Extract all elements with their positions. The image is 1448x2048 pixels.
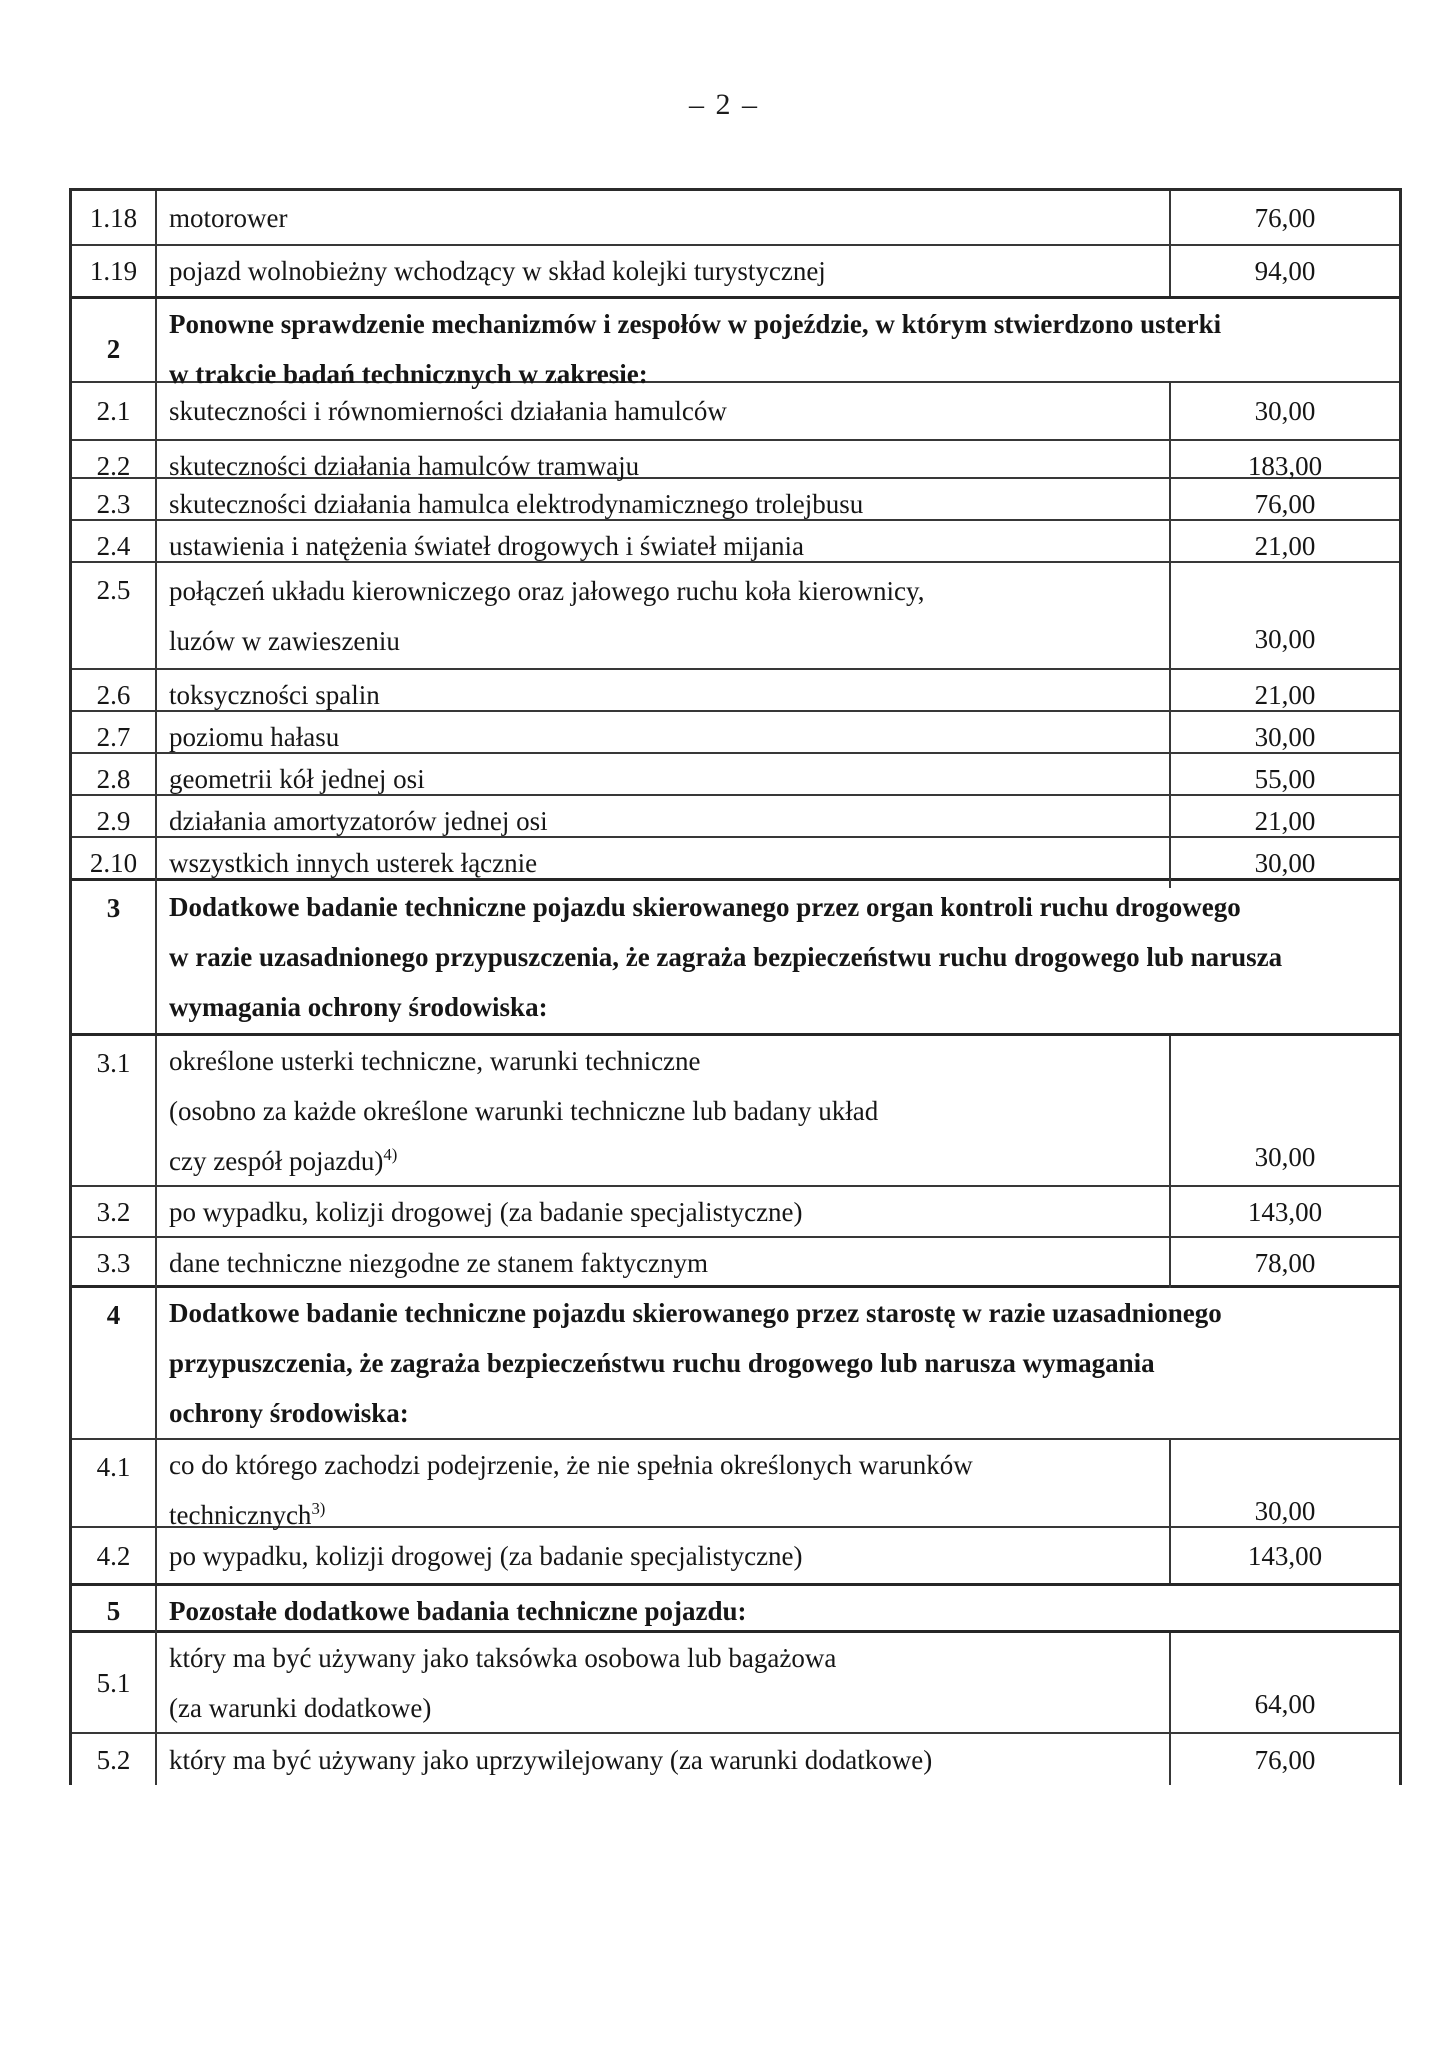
row-number: 5.1	[72, 1633, 157, 1733]
table-row	[72, 191, 1399, 244]
row-number: 2.8	[72, 754, 157, 804]
row-description	[157, 563, 1171, 668]
row-price: 21,00	[1254, 680, 1316, 710]
row-price: 76,00	[1254, 1744, 1316, 1775]
row-description	[157, 1586, 1399, 1636]
description-line: technicznych$^{3)}$	[169, 1499, 326, 1530]
row-description	[157, 1288, 1399, 1438]
row-price: 183,00	[1247, 451, 1323, 481]
table-row	[72, 1438, 1399, 1530]
footnote-marker: 4)	[383, 1145, 398, 1164]
description-line: poziomu hałasu	[169, 722, 340, 752]
row-description	[157, 246, 1171, 296]
row-price: 21,00	[1254, 806, 1316, 836]
fee-table	[69, 188, 1402, 1785]
row-description	[157, 881, 1399, 1033]
row-price: 143,00	[1247, 1197, 1323, 1227]
row-number: 5	[72, 1586, 157, 1636]
description-line: pojazd wolnobieżny wchodzący w skład kolejki turystycznej	[169, 256, 826, 286]
row-number: 4.2	[72, 1528, 157, 1583]
description-line: (osobno za każde określone warunki techniczne lub badany układ	[169, 1096, 879, 1126]
row-number: 4	[72, 1288, 157, 1438]
description-line: Dodatkowe badanie techniczne pojazdu skierowanego przez starostę w razie uzasadnionego	[169, 1298, 1222, 1328]
row-number: 2.1	[72, 383, 157, 439]
row-number: 5.2	[72, 1734, 157, 1785]
description-line: motorower	[169, 202, 288, 233]
row-number: 1.18	[72, 191, 157, 244]
table-row	[72, 752, 1399, 794]
row-description	[157, 1734, 1171, 1785]
row-price: 30,00	[1254, 396, 1316, 426]
description-line: który ma być używany jako uprzywilejowany (za warunki dodatkowe)	[169, 1744, 933, 1775]
description-line: połączeń układu kierowniczego oraz jałowego ruchu koła kierownicy,	[169, 575, 925, 606]
row-number: 2.3	[72, 479, 157, 529]
section-header-row	[72, 1583, 1399, 1630]
description-line: działania amortyzatorów jednej osi	[169, 806, 548, 836]
description-line: skuteczności działania hamulca elektrodynamicznego trolejbusu	[169, 489, 864, 519]
description-line: co do którego zachodzi podejrzenie, że nie spełnia określonych warunków	[169, 1450, 973, 1480]
row-price: 30,00	[1254, 848, 1316, 878]
description-line: przypuszczenia, że zagraża bezpieczeństwu ruchu drogowego lub narusza wymagania	[169, 1348, 1155, 1378]
row-number: 2	[72, 299, 157, 399]
description-line: wszystkich innych usterek łącznie	[169, 848, 538, 878]
description-line: czy zespół pojazdu)$^{4)}$	[169, 1145, 398, 1176]
row-price: 30,00	[1254, 722, 1316, 752]
row-price: 76,00	[1254, 202, 1316, 233]
row-number: 1.19	[72, 246, 157, 296]
row-number: 2.6	[72, 670, 157, 720]
description-line: Pozostałe dodatkowe badania techniczne pojazdu:	[169, 1596, 747, 1626]
description-line: po wypadku, kolizji drogowej (za badanie specjalistyczne)	[169, 1540, 803, 1571]
description-line: w razie uzasadnionego przypuszczenia, że zagraża bezpieczeństwu ruchu drogowego lub narusza	[169, 942, 1283, 972]
row-description	[157, 1036, 1171, 1186]
table-row	[72, 381, 1399, 439]
row-number: 2.5	[72, 563, 157, 668]
description-line: luzów w zawieszeniu	[169, 625, 400, 656]
row-number: 3.1	[72, 1036, 157, 1186]
table-row	[72, 836, 1399, 878]
description-line: geometrii kół jednej osi	[169, 764, 425, 794]
row-description	[157, 383, 1171, 439]
row-description	[157, 1238, 1171, 1288]
description-line: Ponowne sprawdzenie mechanizmów i zespołów w pojeździe, w którym stwierdzono usterki	[169, 309, 1222, 339]
row-description	[157, 1187, 1171, 1237]
table-row	[72, 668, 1399, 710]
table-row	[72, 1630, 1399, 1732]
row-price: 143,00	[1247, 1540, 1323, 1571]
row-price: 64,00	[1254, 1689, 1316, 1719]
description-line: Dodatkowe badanie techniczne pojazdu skierowanego przez organ kontroli ruchu drogowego	[169, 892, 1241, 922]
row-number: 2.9	[72, 796, 157, 846]
description-line: po wypadku, kolizji drogowej (za badanie specjalistyczne)	[169, 1197, 803, 1227]
table-row	[72, 1185, 1399, 1236]
description-line: określone usterki techniczne, warunki techniczne	[169, 1046, 701, 1076]
description-line: skuteczności i równomierności działania hamulców	[169, 396, 727, 426]
row-description	[157, 1528, 1171, 1583]
row-price: 78,00	[1254, 1248, 1316, 1278]
description-line: toksyczności spalin	[169, 680, 380, 710]
description-line: który ma być używany jako taksówka osobowa lub bagażowa	[169, 1643, 837, 1673]
row-price: 21,00	[1254, 531, 1316, 561]
table-row	[72, 477, 1399, 519]
row-description	[157, 1633, 1171, 1733]
table-row	[72, 1236, 1399, 1285]
section-header-row	[72, 1285, 1399, 1438]
description-line: skuteczności działania hamulców tramwaju	[169, 451, 640, 481]
footnote-marker: 3)	[311, 1499, 326, 1518]
table-row	[72, 1526, 1399, 1583]
description-line: ustawienia i natężenia świateł drogowych i świateł mijania	[169, 531, 805, 561]
table-row	[72, 710, 1399, 752]
table-row	[72, 439, 1399, 481]
row-number: 3.2	[72, 1187, 157, 1237]
row-number: 3.3	[72, 1238, 157, 1288]
table-row	[72, 794, 1399, 836]
row-price: 94,00	[1254, 256, 1316, 286]
row-number: 2.7	[72, 712, 157, 762]
description-line: w trakcie badań technicznych w zakresie:	[169, 359, 648, 389]
table-row	[72, 244, 1399, 296]
section-header-row	[72, 296, 1399, 389]
section-header-row	[72, 878, 1399, 1033]
row-description	[157, 191, 1171, 244]
table-row	[72, 519, 1399, 561]
row-price: 76,00	[1254, 489, 1316, 519]
page-number: – 2 –	[689, 88, 759, 121]
description-line: wymagania ochrony środowiska:	[169, 992, 548, 1022]
row-price: 30,00	[1254, 624, 1316, 654]
description-line: (za warunki dodatkowe)	[169, 1693, 432, 1723]
row-price: 55,00	[1254, 764, 1316, 794]
table-row	[72, 1033, 1399, 1185]
row-number: 4.1	[72, 1440, 157, 1540]
row-number: 2.10	[72, 838, 157, 888]
table-row	[72, 1732, 1399, 1785]
description-line: dane techniczne niezgodne ze stanem faktycznym	[169, 1248, 708, 1278]
row-number: 3	[72, 881, 157, 1033]
row-price: 30,00	[1254, 1142, 1316, 1172]
row-number: 2.4	[72, 521, 157, 571]
row-description	[157, 1440, 1171, 1540]
row-number: 2.2	[72, 441, 157, 491]
row-price: 30,00	[1254, 1496, 1316, 1526]
description-line: ochrony środowiska:	[169, 1398, 409, 1428]
table-row	[72, 561, 1399, 668]
